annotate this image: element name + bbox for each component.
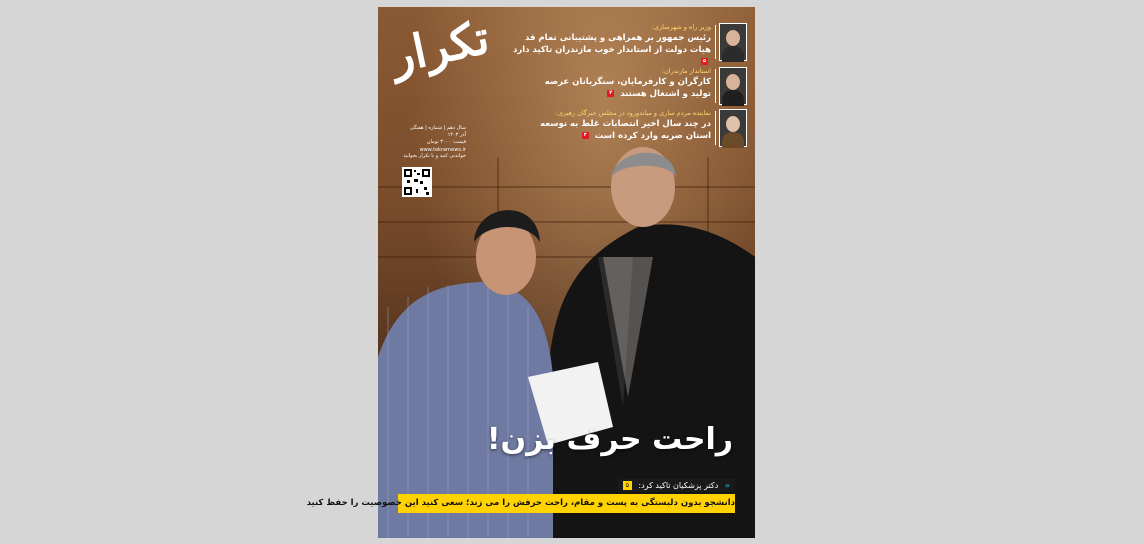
magazine-logo: تکرار xyxy=(385,9,494,84)
avatar xyxy=(719,67,747,105)
cover-headline: راحت حرف بزن! xyxy=(486,422,733,457)
headline-item[interactable] xyxy=(507,23,747,63)
headline-title: هیات دولت از استاندار خوب مازندران تاکید دارد xyxy=(512,45,711,55)
issue-info: سال دهم | شماره | هفتگی آذر ۱۴۰۳ قیمت: ۳۰۰۰ تومان xyxy=(409,125,466,145)
headline-kicker: وزیر راه و شهرسازی: xyxy=(651,23,711,31)
chevron-left-icon: « xyxy=(724,481,730,490)
cover-lead: دانشجو بدون دلبستگی به پست و مقام، راحت حرفش را می زند؛ سعی کنید این خصوصیت را حفظ کنید xyxy=(398,494,735,513)
website-info: www.tekrarnews.ir خواندنی کنید و با تکرار بخوانید xyxy=(403,147,466,159)
page-number-badge: ۴ xyxy=(609,90,613,96)
headline-item[interactable] xyxy=(507,109,747,149)
avatar xyxy=(719,23,747,61)
headline-item[interactable] xyxy=(507,67,747,107)
headline-title: استان ضربه وارد کرده است xyxy=(594,131,711,141)
cover-kicker: « دکتر پزشکیان تاکید کرد: ۵ xyxy=(618,479,735,492)
qr-code xyxy=(402,167,432,197)
page-number-badge: ۵ xyxy=(623,481,632,490)
page-number-badge: ۳ xyxy=(583,132,587,138)
page-number-badge: ۵ xyxy=(702,58,707,64)
avatar xyxy=(719,109,747,147)
headline-title: کارگران و کارفرمایان، سنگربانان عرصه xyxy=(544,77,711,87)
headline-kicker: استاندار مازندران: xyxy=(661,67,711,75)
headline-title: در چند سال اخیر انتصابات غلط به توسعه xyxy=(540,119,711,129)
headline-kicker: نماینده مردم ساری و میاندورود در مجلس خبرگان رهبری: xyxy=(555,109,711,117)
headline-title: تولید و اشتغال هستند xyxy=(620,89,711,99)
headline-title: رئیس جمهور بر همراهی و پشتیبانی تمام قد xyxy=(524,33,711,43)
magazine-cover xyxy=(306,7,755,538)
